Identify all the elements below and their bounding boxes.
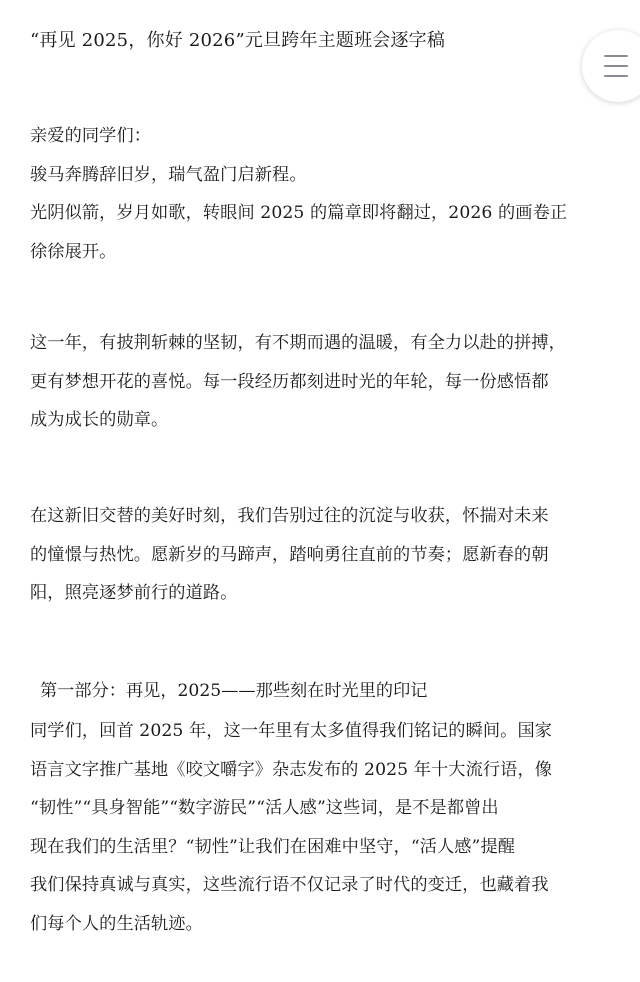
salutation-text: 亲爱的同学们： [30,126,152,146]
section-line: 语言文字推广基地《咬文嚼字》杂志发布的 2025 年十大流行语，像 [30,759,553,780]
paragraph-line: 这一年，有披荆斩棘的坚韧，有不期而遇的温暖，有全力以赴的拼搏， [30,333,566,353]
menu-button[interactable] [582,30,640,102]
hamburger-menu-icon[interactable] [604,55,628,77]
paragraph-3 [30,497,616,613]
paragraph-line: 在这新旧交替的美好时刻，我们告别过往的沉淀与收获，怀揣对未来 [30,506,549,526]
section-line: 现在我们的生活里？“韧性”让我们在困难中坚守，“活人感”提醒 [30,836,516,857]
section-line: 我们保持真诚与真实，这些流行语不仅记录了时代的变迁，也藏着我 [30,875,549,895]
section-line: “韧性”“具身智能”“数字游民”“活人感”这些词，是不是都曾出 [30,798,499,818]
section-line: 同学们，回首 2025 年，这一年里有太多值得我们铭记的瞬间。国家 [30,721,553,741]
greeting-paragraph-line: 光阴似箭，岁月如歌，转眼间 2025 的篇章即将翻过，2026 的画卷正 [30,203,568,223]
section-line: 们每个人的生活轨迹。 [30,913,203,934]
greeting-paragraph-line: 徐徐展开。 [30,241,117,262]
section-heading: 第一部分：再见，2025——那些刻在时光里的印记 [40,681,428,701]
paragraph-line: 阳，照亮逐梦前行的道路。 [30,583,238,603]
section-1-body [30,712,616,943]
greeting-line: 骏马奔腾辞旧岁，瑞气盈门启新程。 [30,164,307,185]
paragraph-2 [30,324,616,440]
paragraph-line: 的憧憬与热忱。愿新岁的马蹄声，踏响勇往直前的节奏；愿新春的朝 [30,544,549,565]
paragraph-line: 更有梦想开花的喜悦。每一段经历都刻进时光的年轮，每一份感悟都 [30,371,549,392]
greeting-block [30,117,616,271]
document-title: “再见 2025，你好 2026”元旦跨年主题班会逐字稿 [30,30,446,51]
paragraph-line: 成为成长的勋章。 [30,410,169,430]
